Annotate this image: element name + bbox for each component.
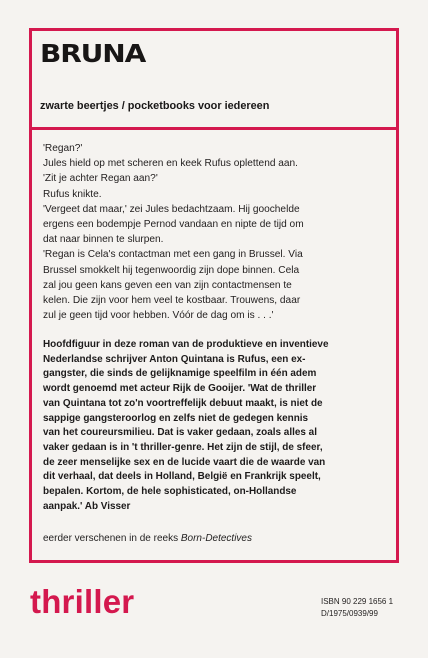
synopsis-line: van het coureursmilieu. Dat is vaker gedaan, zoals alles al xyxy=(43,427,317,439)
excerpt-line: kelen. Die zijn voor hem veel te kostbaar. Trouwens, daar xyxy=(43,295,301,307)
excerpt-line: zul je geen tijd voor hebben. Vóór de dag om is . . .' xyxy=(43,310,274,322)
excerpt-line: 'Regan is Cela's contactman met een gang in Brussel. Via xyxy=(43,249,303,261)
excerpt-line: 'Vergeet dat maar,' zei Jules bedachtzaam. Hij goochelde xyxy=(43,203,300,215)
series-name: Born-Detectives xyxy=(180,533,252,544)
genre-label: thriller xyxy=(30,583,135,620)
synopsis-line: sappige gangsteroorlog en zelfs niet de gedegen kennis xyxy=(43,412,309,424)
synopsis-line: vaker gedaan is in 't thriller-genre. Het zijn de stijl, de sfeer, xyxy=(43,441,323,453)
excerpt-line: 'Regan?' xyxy=(43,143,83,154)
publisher-logo: BRUNA xyxy=(40,39,146,68)
excerpt-line: Brussel smokkelt hij tegenwoordig zijn dope binnen. Cela xyxy=(43,264,300,276)
synopsis-line: de zeer menselijke sex en de lucide vaart die de waarde van xyxy=(43,456,326,468)
isbn-text: ISBN 90 229 1656 1 xyxy=(321,597,394,606)
excerpt-line: dat naar binnen te slurpen. xyxy=(43,234,164,246)
synopsis-line: gangster, die sinds de gelijknamige speelfilm in één adem xyxy=(43,368,317,380)
series-prefix: eerder verschenen in de reeks xyxy=(43,533,181,544)
excerpt-block xyxy=(43,141,389,323)
header-divider xyxy=(32,127,396,130)
excerpt-line: Jules hield op met scheren en keek Rufus oplettend aan. xyxy=(43,158,298,170)
content-frame xyxy=(29,28,399,563)
series-note xyxy=(43,532,391,546)
excerpt-line: 'Zit je achter Regan aan?' xyxy=(43,173,158,185)
publication-codes xyxy=(321,596,409,620)
synopsis-line: aanpak.' Ab Visser xyxy=(43,500,131,512)
synopsis-line: wordt genoemd met acteur Rijk de Gooijer. 'Wat de thriller xyxy=(43,383,317,395)
excerpt-line: zal jou geen kans geven een van zijn contactmensen te xyxy=(43,279,292,291)
excerpt-line: Rufus knikte. xyxy=(43,188,102,200)
synopsis-line: van Quintana tot zo'n voortreffelijk debuut maakt, is niet de xyxy=(43,397,323,409)
depot-text: D/1975/0939/99 xyxy=(321,609,378,618)
synopsis-line: Hoofdfiguur in deze roman van de produktieve en inventieve xyxy=(43,339,329,350)
synopsis-line: Nederlandse schrijver Anton Quintana is Rufus, een ex- xyxy=(43,353,306,365)
excerpt-line: ergens een bodempje Pernod vandaan en nipte de tijd om xyxy=(43,219,304,231)
synopsis-block xyxy=(43,338,389,514)
synopsis-line: bepalen. Kortom, de hele sophisticated, on-Hollandse xyxy=(43,486,297,498)
synopsis-line: dit verhaal, dat deels in Holland, België en Frankrijk speelt, xyxy=(43,471,321,483)
publisher-tagline: zwarte beertjes / pocketbooks voor iedereen xyxy=(40,100,270,112)
